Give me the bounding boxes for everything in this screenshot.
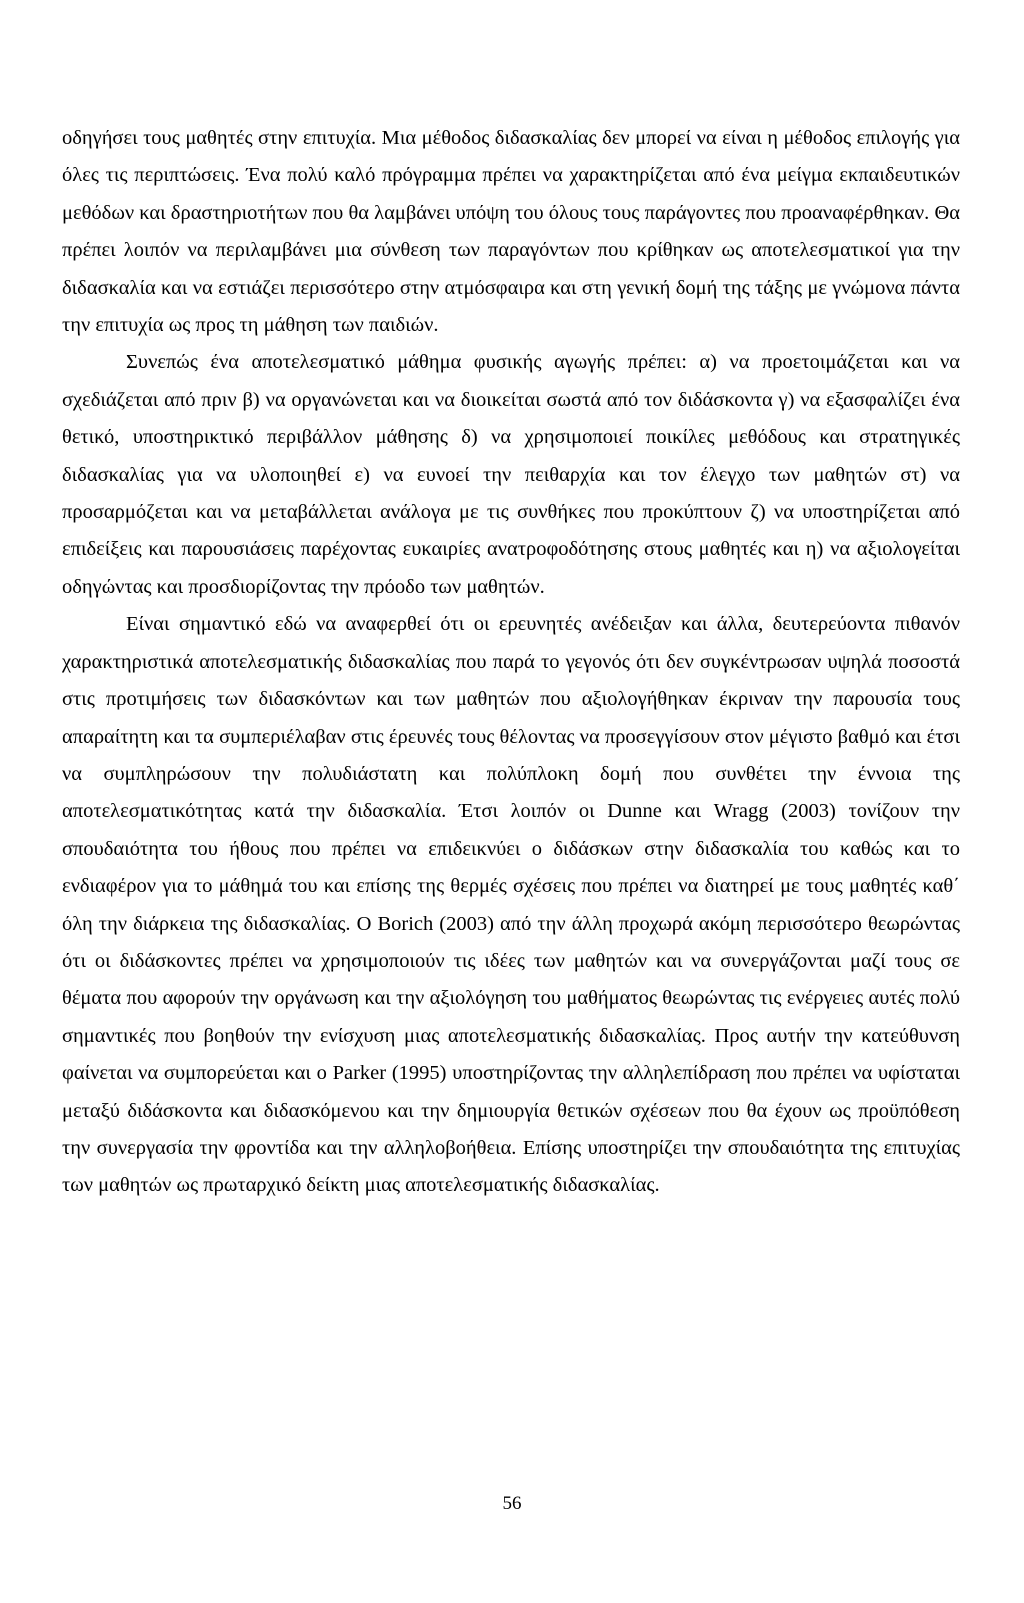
body-text (62, 120, 960, 1205)
paragraph-continuation: οδηγήσει τους μαθητές στην επιτυχία. Μια μέθοδος διδασκαλίας δεν μπορεί να είναι η μέθοδος επιλογής για όλες τις περιπτώσεις. Ένα πολύ καλό πρόγραμμα πρέπει να χαρακτηρίζεται από ένα μείγμα εκπαιδευτικών μεθόδων και δραστηριοτήτων που θα λαμβάνει υπόψη του όλους τους παράγοντες που προαναφέρθηκαν. Θα πρέπει λοιπόν να περιλαμβάνει μια σύνθεση των παραγόντων που κρίθηκαν ως αποτελεσματικοί για την διδασκαλία και να εστιάζει περισσότερο στην ατμόσφαιρα και στη γενική δομή της τάξης με γνώμονα πάντα την επιτυχία ως προς τη μάθηση των παιδιών. (62, 127, 960, 337)
page-number: 56 (502, 1493, 522, 1514)
paragraph-secondary-characteristics: Είναι σημαντικό εδώ να αναφερθεί ότι οι ερευνητές ανέδειξαν και άλλα, δευτερεύοντα πιθανόν χαρακτηριστικά αποτελεσματικής διδασκαλίας που παρά το γεγονός ότι δεν συγκέντρωσαν υψηλά ποσοστά στις προτιμήσεις των διδασκόντων και των μαθητών που αξιολογήθηκαν έκριναν την παρουσία τους απαραίτητη και τα συμπεριέλαβαν στις έρευνές τους θέλοντας να προσεγγίσουν στον μέγιστο βαθμό και έτσι να συμπληρώσουν την πολυδιάστατη και πολύπλοκη δομή που συνθέτει την έννοια της αποτελεσματικότητας κατά την διδασκαλία. Έτσι λοιπόν οι Dunne και Wragg (2003) τονίζουν την σπουδαιότητα του ήθους που πρέπει να επιδεικνύει ο διδάσκων στην διδασκαλία του καθώς και το ενδιαφέρον για το μάθημά του και επίσης της θερμές σχέσεις που πρέπει να διατηρεί με τους μαθητές καθ΄ όλη την διάρκεια της διδασκαλίας. Ο Borich (2003) από την άλλη προχωρά ακόμη περισσότερο θεωρώντας ότι οι διδάσκοντες πρέπει να χρησιμοποιούν τις ιδέες των μαθητών και να συνεργάζονται μαζί τους σε θέματα που αφορούν την οργάνωση και την αξιολόγηση του μαθήματος θεωρώντας τις ενέργειες αυτές πολύ σημαντικές που βοηθούν την ενίσχυση μιας αποτελεσματικής διδασκαλίας. Προς αυτήν την κατεύθυνση φαίνεται να συμπορεύεται και ο Parker (1995) υποστηρίζοντας την αλληλεπίδραση που πρέπει να υφίσταται μεταξύ διδάσκοντα και διδασκόμενου και την δημιουργία θετικών σχέσεων που θα έχουν ως προϋπόθεση την συνεργασία την φροντίδα και την αλληλοβοήθεια. Επίσης υποστηρίζει την σπουδαιότητα της επιτυχίας των μαθητών ως πρωταρχικό δείκτη μιας αποτελεσματικής διδασκαλίας. (62, 613, 960, 1197)
paragraph-lesson-requirements: Συνεπώς ένα αποτελεσματικό μάθημα φυσικής αγωγής πρέπει: α) να προετοιμάζεται και να σχεδιάζεται από πριν β) να οργανώνεται και να διοικείται σωστά από τον διδάσκοντα γ) να εξασφαλίζει ένα θετικό, υποστηρικτικό περιβάλλον μάθησης δ) να χρησιμοποιεί ποικίλες μεθόδους και στρατηγικές διδασκαλίας για να υλοποιηθεί ε) να ευνοεί την πειθαρχία και τον έλεγχο των μαθητών στ) να προσαρμόζεται και να μεταβάλλεται ανάλογα με τις συνθήκες που προκύπτουν ζ) να υποστηρίζεται από επιδείξεις και παρουσιάσεις παρέχοντας ευκαιρίες ανατροφοδότησης στους μαθητές και η) να αξιολογείται οδηγώντας και προσδιορίζοντας την πρόοδο των μαθητών. (62, 351, 960, 598)
